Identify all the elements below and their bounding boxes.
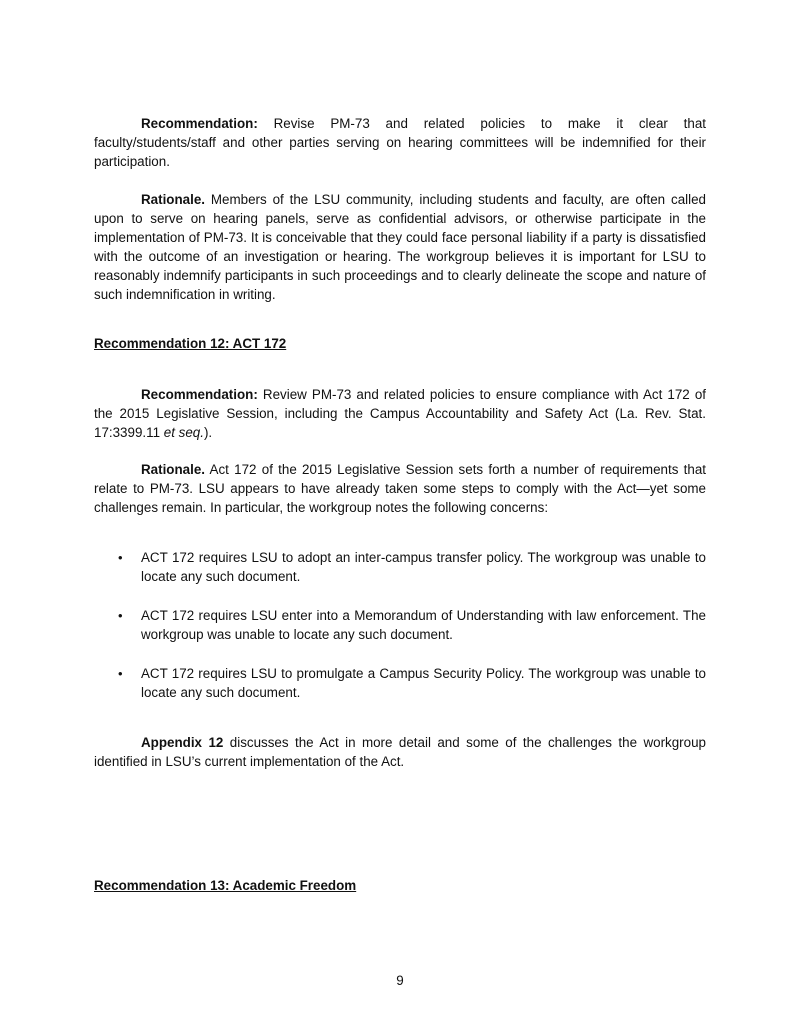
rationale-text: Members of the LSU community, including students and faculty, are often called upon to serve on hearing panels, serve as confidential advisors, or otherwise participate in the implementation of PM-73. It is conceivable that they could face personal liability if a party is dissatisfied with the outcome of an investigation or hearing. The workgroup believes it is important for LSU to reasonably indemnify participants in such proceedings and to clearly delineate the scope and nature of such indemnification in writing. [94, 192, 706, 302]
recommendation-12-heading: Recommendation 12: ACT 172 [94, 336, 287, 351]
rationale-11-paragraph [94, 190, 706, 304]
concern-list-item [94, 548, 706, 586]
recommendation-text: Review PM-73 and related policies to ensure compliance with Act 172 of the 2015 Legislative Session, including the Campus Accountability and Safety Act (La. Rev. Stat. 17:3399.11 [94, 387, 706, 440]
concern-list-item [94, 606, 706, 644]
bullet-icon: • [118, 666, 123, 681]
appendix-text: discusses the Act in more detail and some of the challenges the workgroup identified in LSU’s current implementation of the Act. [94, 735, 706, 769]
rationale-text: Act 172 of the 2015 Legislative Session sets forth a number of requirements that relate to PM-73. LSU appears to have already taken some steps to comply with the Act—yet some challenges remain. In particular, the workgroup notes the following concerns: [94, 462, 706, 515]
concern-text: ACT 172 requires LSU to adopt an inter-campus transfer policy. The workgroup was unable to locate any such document. [141, 550, 706, 584]
rationale-label: Rationale. [141, 192, 205, 207]
recommendation-text-end: ). [203, 425, 213, 440]
concern-text: ACT 172 requires LSU to promulgate a Campus Security Policy. The workgroup was unable to locate any such document. [141, 666, 706, 700]
recommendation-label: Recommendation: [141, 116, 258, 131]
bullet-icon: • [118, 550, 123, 565]
rationale-12-paragraph [94, 460, 706, 517]
rationale-label: Rationale. [141, 462, 205, 477]
concern-text: ACT 172 requires LSU enter into a Memorandum of Understanding with law enforcement. The workgroup was unable to locate any such document. [141, 608, 706, 642]
recommendation-text: Revise PM-73 and related policies to make it clear that faculty/students/staff and other parties serving on hearing committees will be indemnified for their participation. [94, 116, 706, 169]
bullet-icon: • [118, 608, 123, 623]
recommendation-12-paragraph [94, 385, 706, 442]
recommendation-11-paragraph [94, 114, 706, 171]
appendix-12-paragraph [94, 733, 706, 771]
recommendation-label: Recommendation: [141, 387, 258, 402]
recommendation-13-heading: Recommendation 13: Academic Freedom [94, 878, 357, 893]
concern-list-item [94, 664, 706, 702]
appendix-label: Appendix 12 [141, 735, 224, 750]
page-number: 9 [396, 973, 404, 988]
recommendation-italic-text: et seq. [163, 425, 204, 440]
